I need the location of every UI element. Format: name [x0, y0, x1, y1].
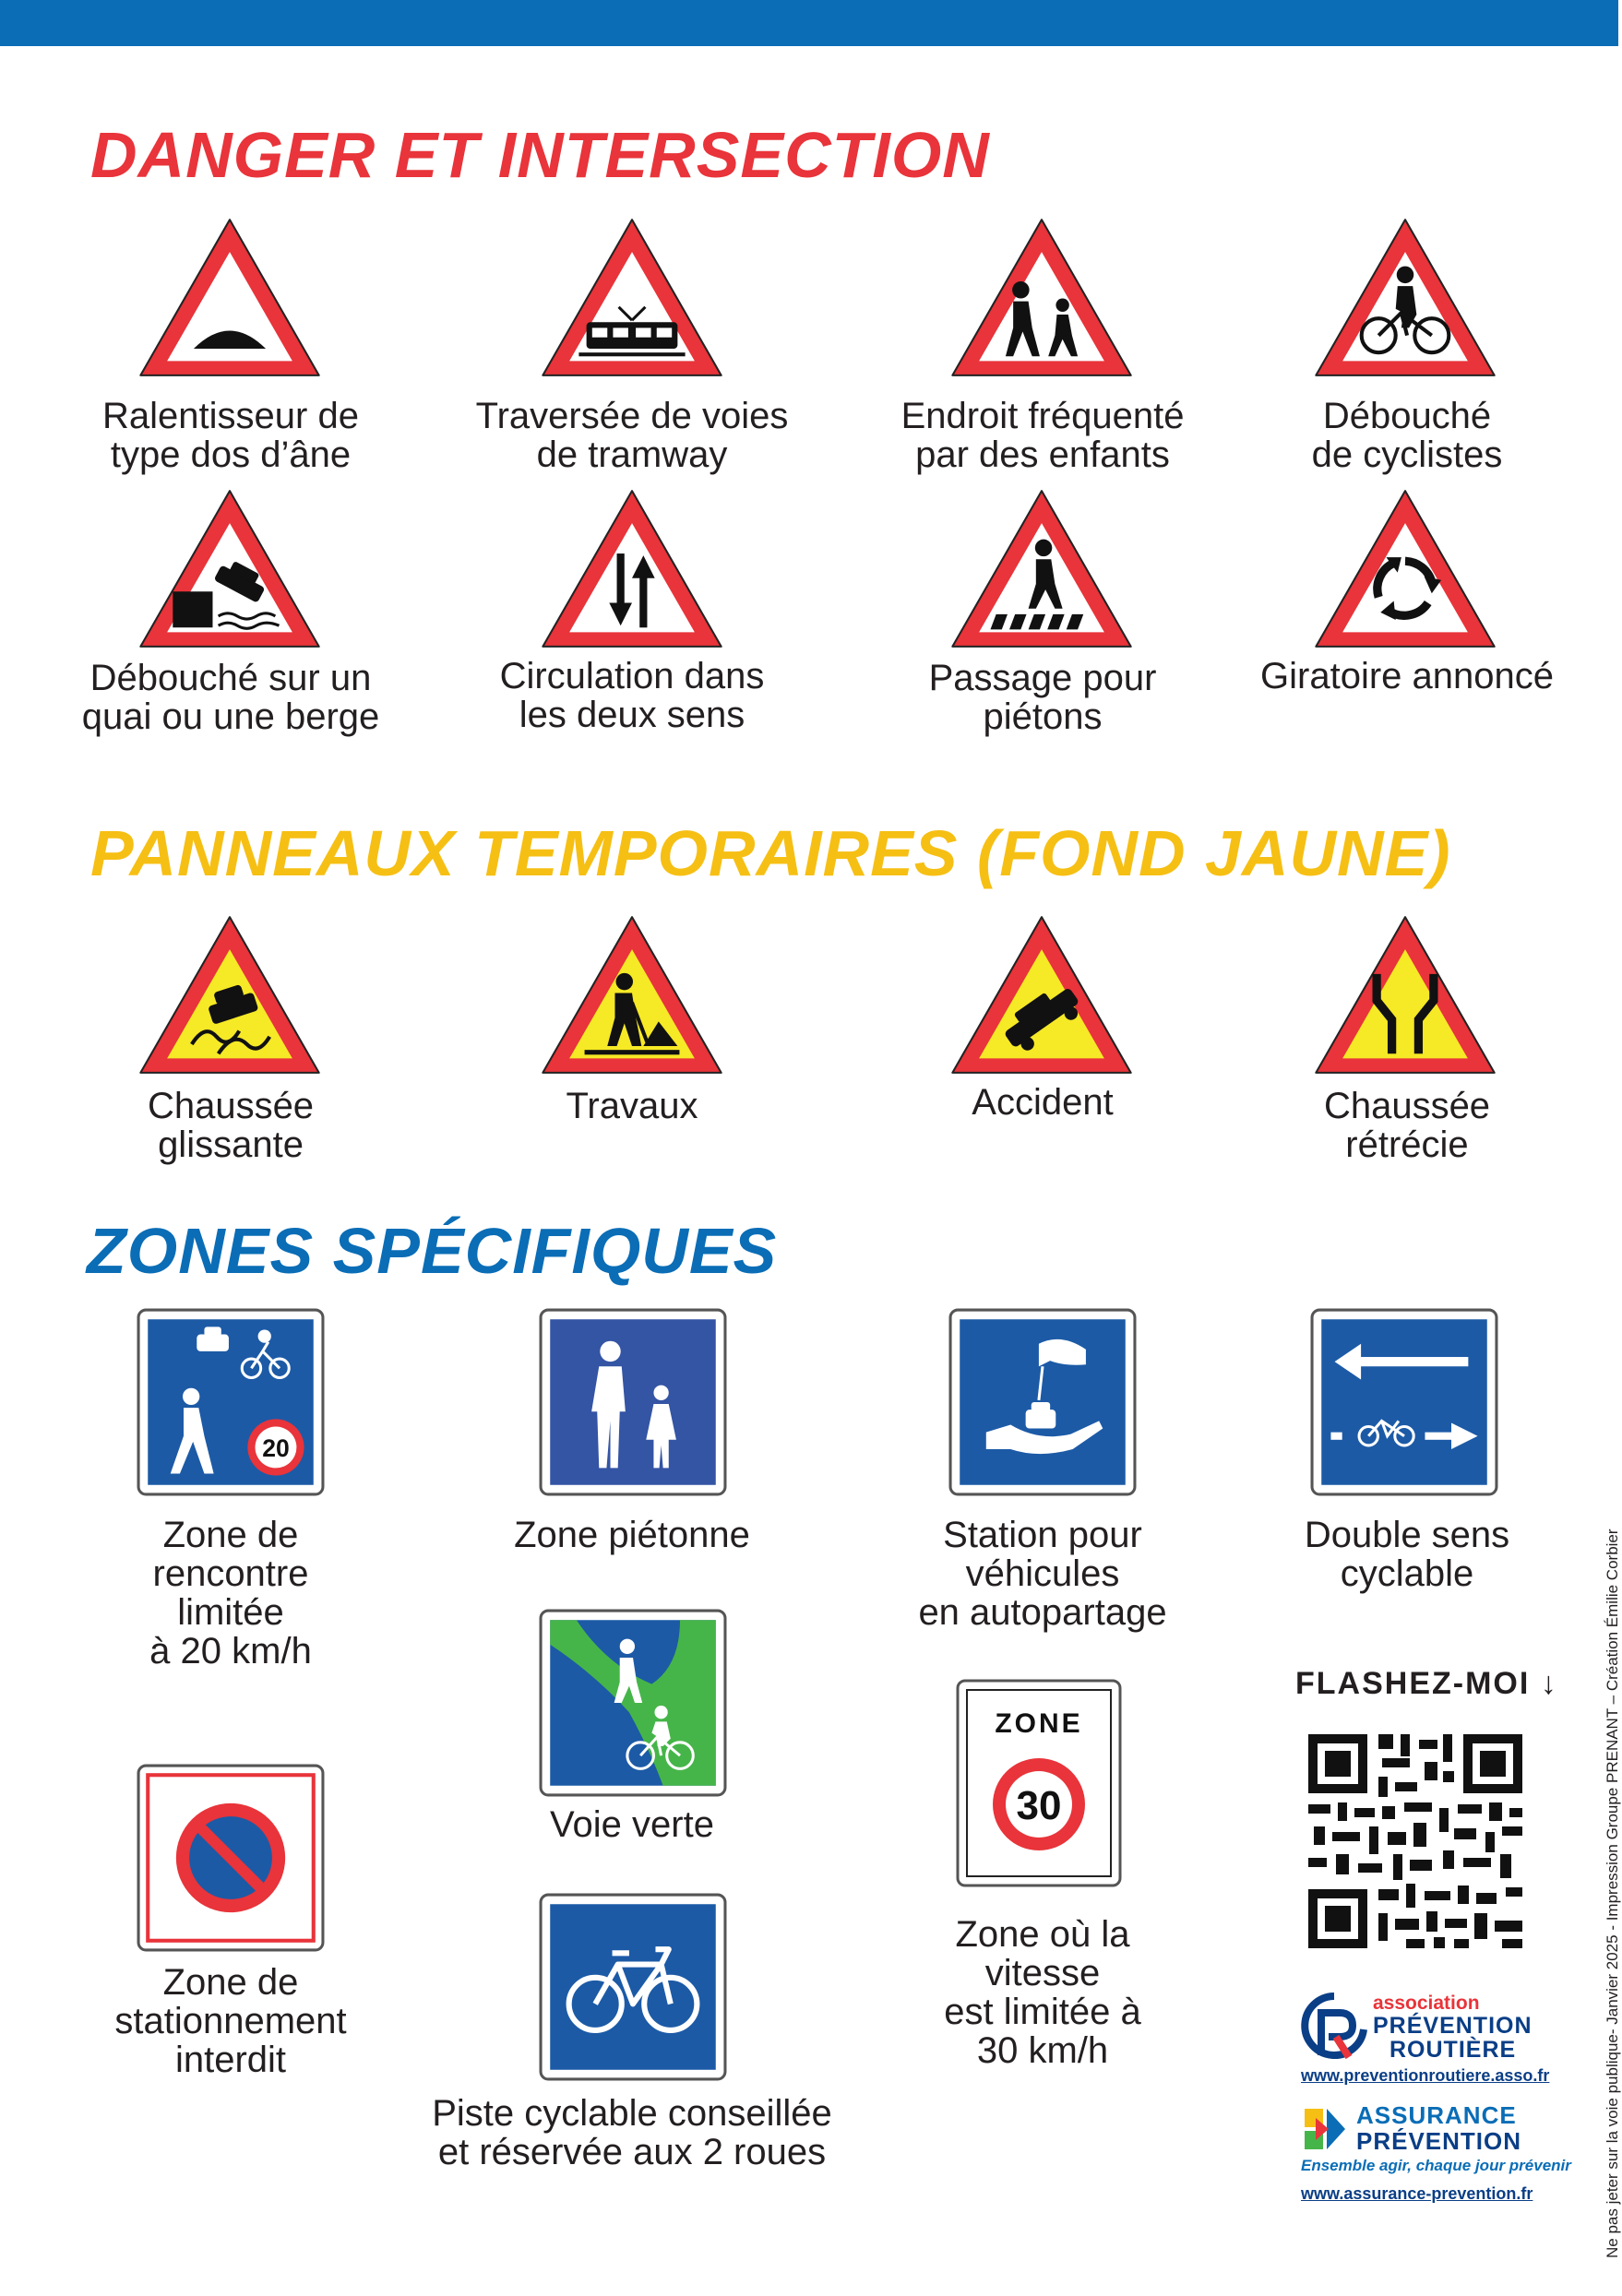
- pedestrian-crossing-sign-icon: [947, 485, 1137, 651]
- caption-cycle-track: Piste cyclable conseillée et réservée aux 2 roues: [432, 2093, 832, 2172]
- cyclists-sign-icon: [1310, 214, 1500, 380]
- caption-carsharing: Station pour véhicules en autopartage: [918, 1515, 1167, 1633]
- cycle-track-sign-icon: [539, 1893, 727, 2081]
- caption-contraflow-cycle: Double sens cyclable: [1304, 1515, 1510, 1594]
- caption-no-parking-zone: Zone de stationnement interdit: [114, 1962, 347, 2080]
- prevention-routiere-routiere: ROUTIÈRE: [1389, 2037, 1517, 2063]
- section-heading-temporary: PANNEAUX TEMPORAIRES (FOND JAUNE): [90, 817, 1451, 889]
- assurance-prevention-url[interactable]: www.assurance-prevention.fr: [1301, 2184, 1533, 2203]
- assurance-prevention-prevention: PRÉVENTION: [1356, 2127, 1522, 2155]
- prevention-routiere-association: association: [1373, 1993, 1480, 2014]
- vertical-footer: [1604, 1391, 1622, 2258]
- top-bar: [0, 0, 1618, 46]
- prevention-routiere-prevention: PRÉVENTION: [1373, 2013, 1533, 2039]
- two-way-traffic-sign-icon: [537, 485, 727, 651]
- caption-zone-30: Zone où la vitesse est limitée à 30 km/h: [944, 1914, 1141, 2071]
- meeting-zone-speed: 20: [262, 1434, 290, 1463]
- zone-30-sign-icon: [956, 1679, 1122, 1887]
- caption-meeting-zone: Zone de rencontre limitée à 20 km/h: [149, 1515, 312, 1671]
- zone-30-word: ZONE: [995, 1708, 1083, 1739]
- assurance-prevention-assurance: ASSURANCE: [1356, 2101, 1517, 2129]
- slippery-road-sign-icon: [135, 911, 325, 1077]
- greenway-sign-icon: [539, 1609, 727, 1797]
- section-heading-danger: DANGER ET INTERSECTION: [90, 119, 990, 191]
- tramway-sign-icon: [537, 214, 727, 380]
- assurance-prevention-tagline: Ensemble agir, chaque jour prévenir: [1301, 2157, 1571, 2174]
- speed-bump-sign-icon: [135, 214, 325, 380]
- section-heading-zones: ZONES SPÉCIFIQUES: [87, 1215, 778, 1287]
- flash-me-label: FLASHEZ-MOI ↓: [1295, 1666, 1558, 1701]
- children-sign-icon: [947, 214, 1137, 380]
- caption-roundabout: Giratoire annoncé: [1260, 656, 1554, 696]
- caption-children: Endroit fréquenté par des enfants: [900, 396, 1185, 475]
- accident-sign-icon: [947, 911, 1137, 1077]
- caption-accident: Accident: [972, 1082, 1114, 1123]
- caption-roadworks: Travaux: [566, 1086, 698, 1126]
- carsharing-station-sign-icon: [948, 1308, 1137, 1496]
- contraflow-cycle-sign-icon: [1310, 1308, 1498, 1496]
- pedestrian-zone-sign-icon: [539, 1308, 727, 1496]
- roadworks-sign-icon: [537, 911, 727, 1077]
- prevention-routiere-logo: [1301, 1991, 1550, 2092]
- prevention-routiere-url[interactable]: www.preventionroutiere.asso.fr: [1301, 2066, 1550, 2085]
- caption-cyclists: Débouché de cyclistes: [1311, 396, 1503, 475]
- quay-sign-icon: [135, 485, 325, 651]
- caption-pedestrian-crossing: Passage pour piétons: [928, 658, 1157, 737]
- no-parking-zone-sign-icon: [137, 1764, 325, 1952]
- meeting-zone-sign-icon: [137, 1308, 325, 1496]
- zone-30-speed: 30: [1016, 1783, 1062, 1828]
- prevention-routiere-emblem-icon: [1301, 1993, 1367, 2063]
- assurance-prevention-emblem-icon: [1301, 2105, 1349, 2153]
- caption-slippery: Chaussée glissante: [147, 1086, 315, 1165]
- caption-pedestrian-zone: Zone piétonne: [514, 1515, 750, 1555]
- caption-speed-bump: Ralentisseur de type dos d’âne: [102, 396, 359, 475]
- caption-quay: Débouché sur un quai ou une berge: [81, 658, 380, 737]
- caption-road-narrows: Chaussée rétrécie: [1323, 1086, 1491, 1165]
- qr-code-icon[interactable]: [1305, 1731, 1526, 1952]
- assurance-prevention-logo: [1299, 2100, 1571, 2210]
- caption-tramway: Traversée de voies de tramway: [475, 396, 789, 475]
- roundabout-sign-icon: [1310, 485, 1500, 651]
- caption-greenway: Voie verte: [550, 1804, 714, 1845]
- caption-two-way: Circulation dans les deux sens: [499, 656, 765, 735]
- vertical-footer-text: Ne pas jeter sur la voie publique- Janvier 2025 - Impression Groupe PRENANT – Création Émilie Corbier: [1604, 1529, 1621, 2258]
- road-narrows-sign-icon: [1310, 911, 1500, 1077]
